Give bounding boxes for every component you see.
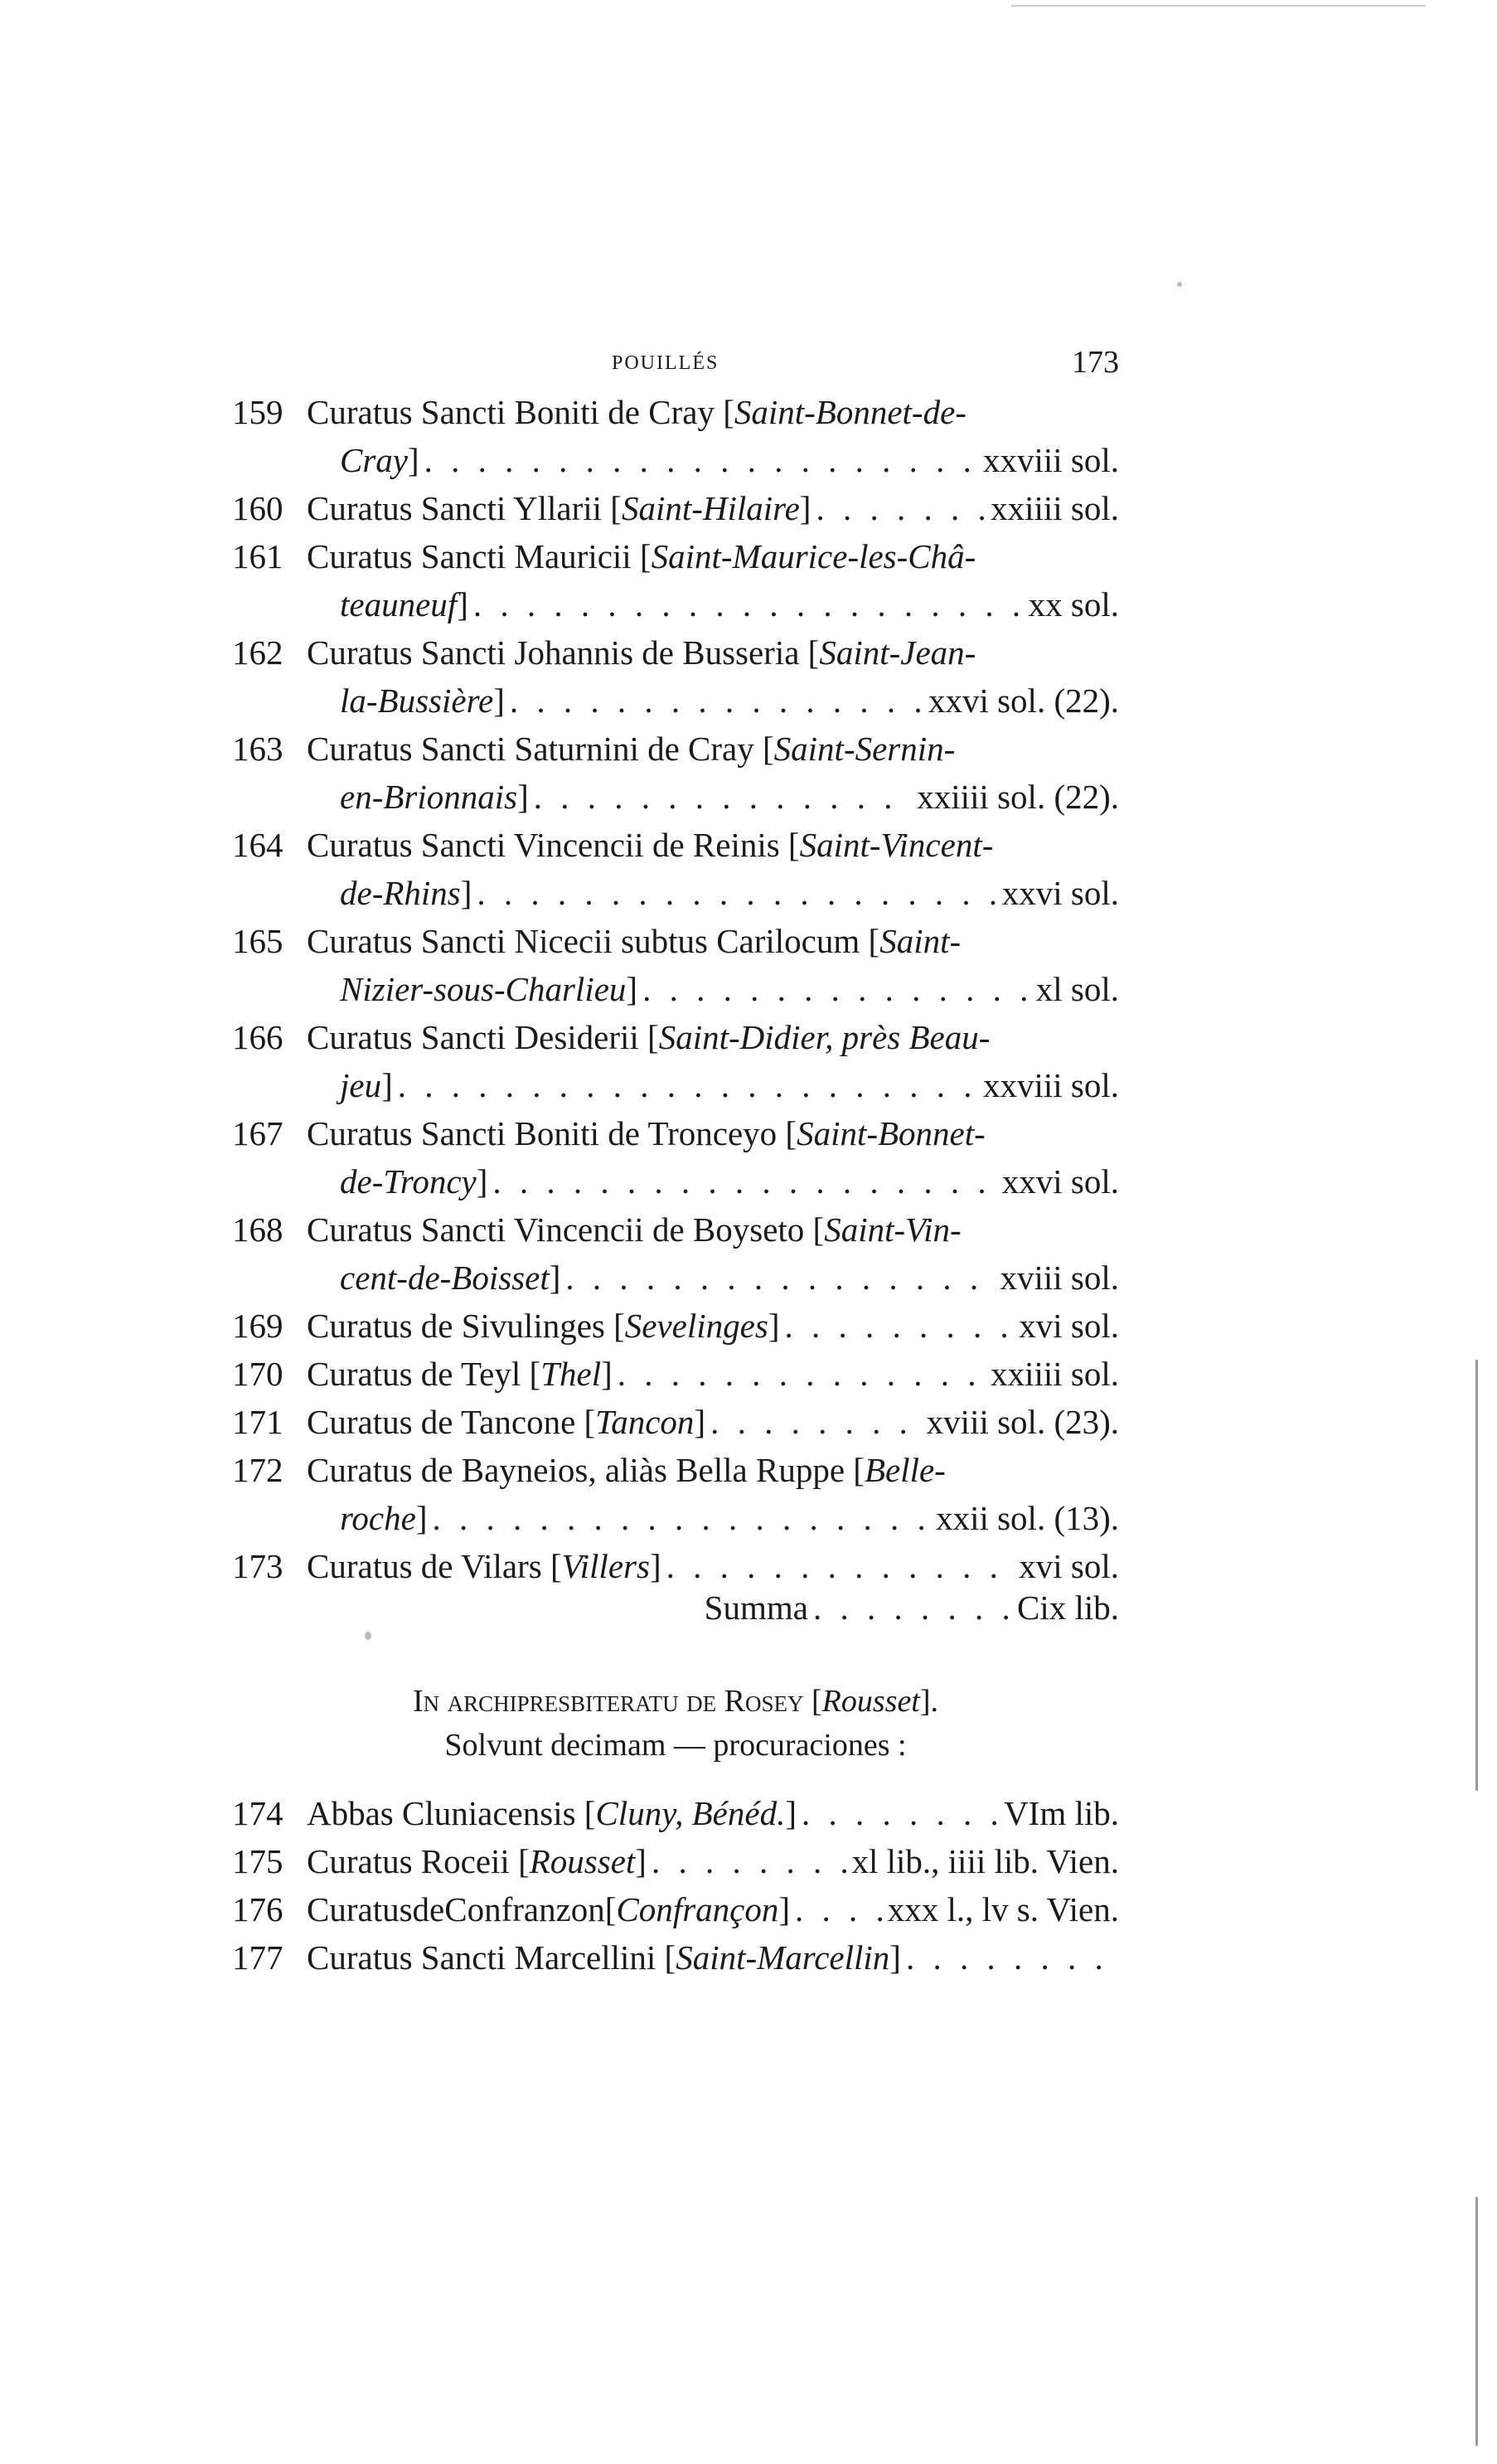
- entry-text: [340, 436, 419, 484]
- entry-continuation: [232, 580, 1119, 628]
- entry-bracket: ]: [460, 874, 472, 912]
- entry-text: [307, 725, 955, 773]
- entry-amount: VIm lib.: [1004, 1794, 1119, 1832]
- entry-bracket: ]: [549, 1259, 561, 1297]
- entry-place: Saint-Vincent-: [799, 826, 994, 864]
- entry-text: [340, 773, 529, 821]
- leader-dots: [424, 436, 978, 484]
- entry-number: 172: [232, 1451, 283, 1489]
- entry-text: [340, 580, 468, 628]
- entry-place: Saint-Marcellin: [676, 1938, 890, 1977]
- entry-place: Belle-: [864, 1451, 946, 1489]
- entry-place: Saint-Bonnet-de-: [734, 393, 967, 431]
- leader-dots: [710, 1398, 922, 1446]
- entry-place-cont: Cray: [340, 441, 408, 479]
- leader-dots: [795, 1885, 883, 1933]
- entry-place: Saint-Maurice-les-Châ-: [651, 537, 976, 575]
- entry-place: Saint-Didier, près Beau-: [658, 1018, 991, 1056]
- entry-latin: Curatus Sancti Marcellini [: [307, 1938, 676, 1977]
- section-heading-suffix: ].: [919, 1684, 939, 1719]
- entry-number: 170: [232, 1355, 283, 1393]
- entry-bracket: ]: [381, 1066, 393, 1104]
- entry-latin: Curatus Sancti Vincencii de Reinis [: [307, 826, 800, 864]
- entry-number: 173: [232, 1547, 283, 1585]
- entry-number: 169: [232, 1307, 283, 1345]
- entry-text: [307, 1837, 647, 1885]
- entry-bracket: ]: [626, 970, 638, 1008]
- leader-dots: [652, 1837, 847, 1885]
- edge-mark: [1011, 5, 1426, 7]
- entry-place-cont: de-Rhins: [340, 874, 461, 912]
- entry-number: 177: [232, 1938, 283, 1977]
- entry-latin: Curatus Sancti Yllarii [: [307, 489, 622, 527]
- entry-text: [340, 1254, 560, 1302]
- entry-text: [307, 1398, 705, 1446]
- entry-place-cont: Nizier-sous-Charlieu: [340, 970, 627, 1008]
- entry-bracket: ]: [649, 1547, 661, 1585]
- leader-dots: [477, 869, 996, 917]
- entry-text: [340, 869, 472, 917]
- entry-bracket: ]: [889, 1938, 901, 1977]
- entry-amount: xxiiii sol. (22).: [917, 778, 1119, 816]
- entry-number: 174: [232, 1794, 283, 1832]
- entry-number: 168: [232, 1210, 283, 1249]
- entry-line: [232, 917, 1119, 965]
- entry-latin: Curatus de Bayneios, aliàs Bella Ruppe [: [307, 1451, 865, 1489]
- section-heading: [232, 1678, 1119, 1724]
- leader-dots: [784, 1302, 1014, 1350]
- entry-line: [232, 628, 1119, 677]
- entry-number: 175: [232, 1842, 283, 1880]
- entry-line: [232, 1013, 1119, 1061]
- entry-number: 165: [232, 922, 283, 960]
- entry-amount: xxviii sol.: [982, 1066, 1119, 1104]
- entry-amount: xviii sol. (23).: [926, 1403, 1119, 1441]
- entry-list-2: [232, 1789, 1119, 1981]
- entry-bracket: ]: [457, 585, 468, 623]
- entry-place-cont: roche: [340, 1499, 416, 1537]
- ink-mark: [1177, 282, 1182, 287]
- entry-continuation: [232, 869, 1119, 917]
- entry-place: Thel: [540, 1355, 602, 1393]
- entry-latin: CuratusdeConfranzon[: [307, 1890, 617, 1928]
- entry-number: 176: [232, 1890, 283, 1928]
- entry-continuation: [232, 773, 1119, 821]
- entry-text: [307, 1885, 790, 1933]
- entry-line: [232, 725, 1119, 773]
- entry-place-cont: de-Troncy: [340, 1162, 477, 1200]
- entry-text: [307, 484, 811, 532]
- entry-line: [232, 1398, 1119, 1446]
- entry-number: 164: [232, 826, 283, 864]
- summa-label: Summa: [704, 1589, 808, 1627]
- entry-text: [307, 1205, 962, 1254]
- entry-bracket: ]: [408, 441, 419, 479]
- entry-line: [232, 1789, 1119, 1837]
- section-subheading: Solvunt decimam — procuraciones :: [444, 1728, 907, 1763]
- entry-place-cont: cent-de-Boisset: [340, 1259, 550, 1297]
- leader-dots: [642, 965, 1031, 1013]
- leader-dots: [473, 580, 1024, 628]
- entry-text: [307, 917, 961, 965]
- entry-text: [307, 1302, 779, 1350]
- entry-latin: Curatus Sancti Vincencii de Boyseto [: [307, 1210, 825, 1249]
- entry-line: [232, 1350, 1119, 1398]
- entry-latin: Curatus de Vilars [: [307, 1547, 562, 1585]
- entry-amount: xl sol.: [1035, 970, 1119, 1008]
- entry-continuation: [232, 1254, 1119, 1302]
- entry-number: 167: [232, 1114, 283, 1152]
- leader-dots: [813, 1584, 1012, 1632]
- entry-latin: Curatus Sancti Mauricii [: [307, 537, 652, 575]
- entry-number: 162: [232, 633, 283, 672]
- entry-text: [307, 1109, 986, 1157]
- entry-place: Saint-Jean-: [819, 633, 976, 672]
- entry-latin: Curatus Sancti Boniti de Tronceyo [: [307, 1114, 797, 1152]
- entry-bracket: ]: [768, 1307, 780, 1345]
- entry-latin: Curatus de Teyl [: [307, 1355, 541, 1393]
- leader-dots: [433, 1494, 932, 1542]
- entry-line: [232, 1933, 1119, 1981]
- entry-number: 163: [232, 730, 283, 768]
- entry-text: [340, 1061, 393, 1109]
- entry-text: [307, 821, 993, 869]
- summa-amount: Cix lib.: [1016, 1589, 1119, 1627]
- entry-line: [232, 1446, 1119, 1494]
- entry-line: [232, 388, 1119, 436]
- entry-text: [307, 1013, 990, 1061]
- entry-amount: xvi sol.: [1019, 1307, 1119, 1345]
- entry-bracket: ]: [493, 681, 505, 720]
- entry-line: [232, 1302, 1119, 1350]
- entry-amount: xl lib., iiii lib. Vien.: [851, 1842, 1119, 1880]
- entry-latin: Curatus Sancti Nicecii subtus Carilocum [: [307, 922, 880, 960]
- page-header: [232, 344, 1119, 386]
- entry-place: Saint-Bonnet-: [797, 1114, 986, 1152]
- edge-mark: [1475, 2197, 1478, 2446]
- entry-text: [307, 1446, 946, 1494]
- entry-continuation: [232, 436, 1119, 484]
- summa-line: [232, 1584, 1119, 1632]
- entry-place: Saint-Vin-: [824, 1210, 962, 1249]
- entry-bracket: ]: [778, 1890, 791, 1928]
- entry-place: Cluny, Bénéd.: [595, 1794, 786, 1832]
- entry-text: [307, 532, 976, 580]
- entry-line: [232, 1109, 1119, 1157]
- entry-bracket: ]: [799, 489, 811, 527]
- entry-line: [232, 532, 1119, 580]
- leader-dots: [618, 1350, 986, 1398]
- entry-text: [307, 628, 976, 677]
- leader-dots: [398, 1061, 978, 1109]
- entry-amount: xviii sol.: [1000, 1259, 1119, 1297]
- entry-number: 171: [232, 1403, 283, 1441]
- section-heading-place: Rousset: [821, 1684, 920, 1719]
- leader-dots: [534, 773, 913, 821]
- leader-dots: [802, 1789, 999, 1837]
- entry-text: [340, 1157, 487, 1205]
- entry-place-cont: en-Brionnais: [340, 778, 518, 816]
- entry-amount: xxvi sol.: [1001, 874, 1119, 912]
- entry-bracket: ]: [517, 778, 529, 816]
- entry-text: [340, 677, 505, 725]
- entry-text: [307, 1789, 797, 1837]
- leader-dots: [816, 484, 986, 532]
- leader-dots: [510, 677, 923, 725]
- entry-line: [232, 1205, 1119, 1254]
- ink-mark: [365, 1632, 371, 1640]
- entry-bracket: ]: [694, 1403, 706, 1441]
- entry-list: [232, 388, 1119, 1590]
- entry-text: [340, 1494, 428, 1542]
- entry-place-cont: la-Bussière: [340, 681, 494, 720]
- entry-number: 166: [232, 1018, 283, 1056]
- entry-line: [232, 1837, 1119, 1885]
- entry-place: Tancon: [595, 1403, 695, 1441]
- entry-bracket: ]: [415, 1499, 428, 1537]
- entry-latin: Curatus Sancti Boniti de Cray [: [307, 393, 734, 431]
- section-heading-prefix: In archipresbiteratu de Rosey [: [412, 1684, 822, 1719]
- entry-line: [232, 484, 1119, 532]
- entry-latin: Curatus de Sivulinges [: [307, 1307, 625, 1345]
- entry-text: [307, 388, 967, 436]
- entry-bracket: ]: [785, 1794, 797, 1832]
- entry-continuation: [232, 1157, 1119, 1205]
- entry-amount: xvi sol.: [1019, 1547, 1119, 1585]
- entry-continuation: [232, 965, 1119, 1013]
- entry-place: Sevelinges: [624, 1307, 768, 1345]
- entry-amount: xx sol.: [1028, 585, 1119, 623]
- entry-place: Saint-Sernin-: [773, 730, 956, 768]
- entry-text: [307, 1350, 613, 1398]
- running-head: POUILLÉS: [612, 352, 719, 374]
- entry-continuation: [232, 677, 1119, 725]
- entry-number: 160: [232, 489, 283, 527]
- entry-line: [232, 821, 1119, 869]
- page-number: 173: [1072, 345, 1119, 380]
- entry-number: 161: [232, 537, 283, 575]
- entry-place-cont: jeu: [340, 1066, 382, 1104]
- entry-amount: xxvi sol.: [1001, 1162, 1119, 1200]
- entry-place: Confrançon: [616, 1890, 779, 1928]
- entry-place: Saint-: [879, 922, 962, 960]
- entry-amount: xxx l., lv s. Vien.: [887, 1890, 1119, 1928]
- entry-place: Villers: [561, 1547, 650, 1585]
- edge-mark: [1475, 1360, 1478, 1791]
- entry-bracket: ]: [601, 1355, 613, 1393]
- entry-latin: Curatus Sancti Johannis de Busseria [: [307, 633, 820, 672]
- entry-bracket: ]: [476, 1162, 488, 1200]
- leader-dots: [492, 1157, 996, 1205]
- entry-amount: xxii sol. (13).: [936, 1499, 1119, 1537]
- entry-continuation: [232, 1061, 1119, 1109]
- leader-dots: [906, 1933, 1114, 1981]
- entry-place: Rousset: [529, 1842, 636, 1880]
- entry-latin: Curatus Sancti Saturnini de Cray [: [307, 730, 774, 768]
- entry-latin: Curatus Roceii [: [307, 1842, 530, 1880]
- entry-place: Saint-Hilaire: [621, 489, 800, 527]
- entry-latin: Curatus Sancti Desiderii [: [307, 1018, 659, 1056]
- entry-text: [307, 1933, 901, 1981]
- entry-place-cont: teauneuf: [340, 585, 458, 623]
- entry-continuation: [232, 1494, 1119, 1542]
- entry-line: [232, 1885, 1119, 1933]
- entry-amount: xxiiii sol.: [991, 1355, 1119, 1393]
- entry-latin: Abbas Cluniacensis [: [307, 1794, 596, 1832]
- entry-bracket: ]: [635, 1842, 647, 1880]
- entry-amount: xxiiii sol.: [991, 489, 1119, 527]
- entry-text: [340, 965, 637, 1013]
- entry-amount: xxviii sol.: [982, 441, 1119, 479]
- leader-dots: [565, 1254, 995, 1302]
- entry-number: 159: [232, 393, 283, 431]
- entry-latin: Curatus de Tancone [: [307, 1403, 596, 1441]
- entry-amount: xxvi sol. (22).: [928, 681, 1119, 720]
